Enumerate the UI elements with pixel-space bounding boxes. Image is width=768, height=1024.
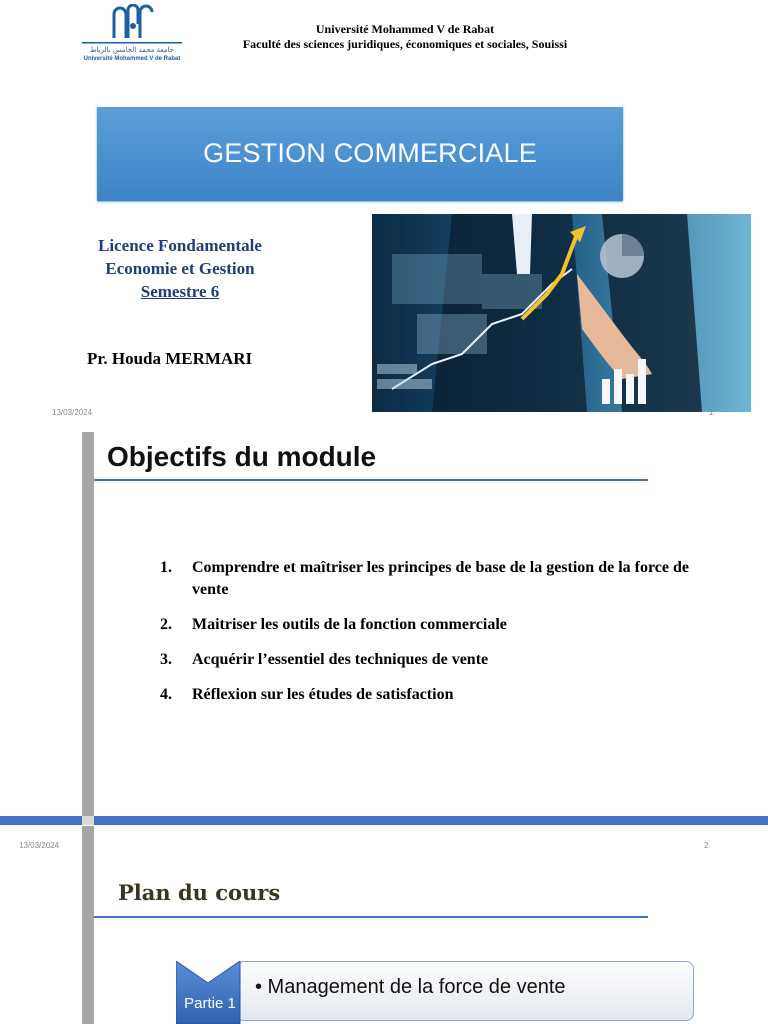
business-touchscreen-chart-image	[372, 214, 751, 412]
slide1-page-number: 1	[709, 408, 714, 417]
left-accent-bar	[82, 826, 94, 1024]
university-logo	[78, 4, 186, 62]
program-info	[80, 234, 280, 303]
list-item: 4. Réflexion sur les études de satisfaction	[160, 686, 454, 703]
part-1-text: • Management de la force de vente	[255, 976, 566, 998]
list-item: 1. Comprendre et maîtriser les principes de base de la gestion de la force de vente	[160, 559, 689, 598]
logo-caption: Université Mohammed V de Rabat	[83, 56, 181, 62]
slide2-date: 13/03/2024	[19, 841, 60, 850]
professor-name: Pr. Houda MERMARI	[87, 349, 253, 368]
list-item: 2. Maitriser les outils de la fonction commerciale	[160, 616, 507, 633]
bottom-accent-band	[0, 816, 768, 825]
field-label: Economie et Gestion	[105, 259, 255, 278]
band-junction	[82, 816, 94, 825]
semester-label: Semestre 6	[140, 282, 220, 301]
part-1-chevron-tag	[176, 961, 242, 1024]
faculty-name: Faculté des sciences juridiques, économiques et sociales, Souissi	[242, 37, 568, 51]
objectives-title: Objectifs du module	[107, 441, 377, 472]
university-header	[200, 22, 610, 52]
licence-label: Licence Fondamentale	[98, 236, 262, 255]
list-item: 3. Acquérir l’essentiel des techniques de vente	[160, 651, 489, 668]
course-title: GESTION COMMERCIALE	[203, 138, 537, 168]
objectives-list	[160, 557, 690, 719]
title-underline	[94, 479, 648, 481]
title-underline	[94, 916, 648, 918]
part-1-label: Partie 1	[184, 995, 236, 1012]
university-name: Université Mohammed V de Rabat	[315, 22, 495, 36]
plan-title: Plan du cours	[118, 880, 281, 905]
slide1-date: 13/03/2024	[52, 408, 93, 417]
left-accent-bar	[82, 432, 94, 824]
svg-text:جامعة محمد الخامس بالرباط: جامعة محمد الخامس بالرباط	[89, 46, 175, 54]
slide2-page-number: 2	[704, 841, 709, 850]
